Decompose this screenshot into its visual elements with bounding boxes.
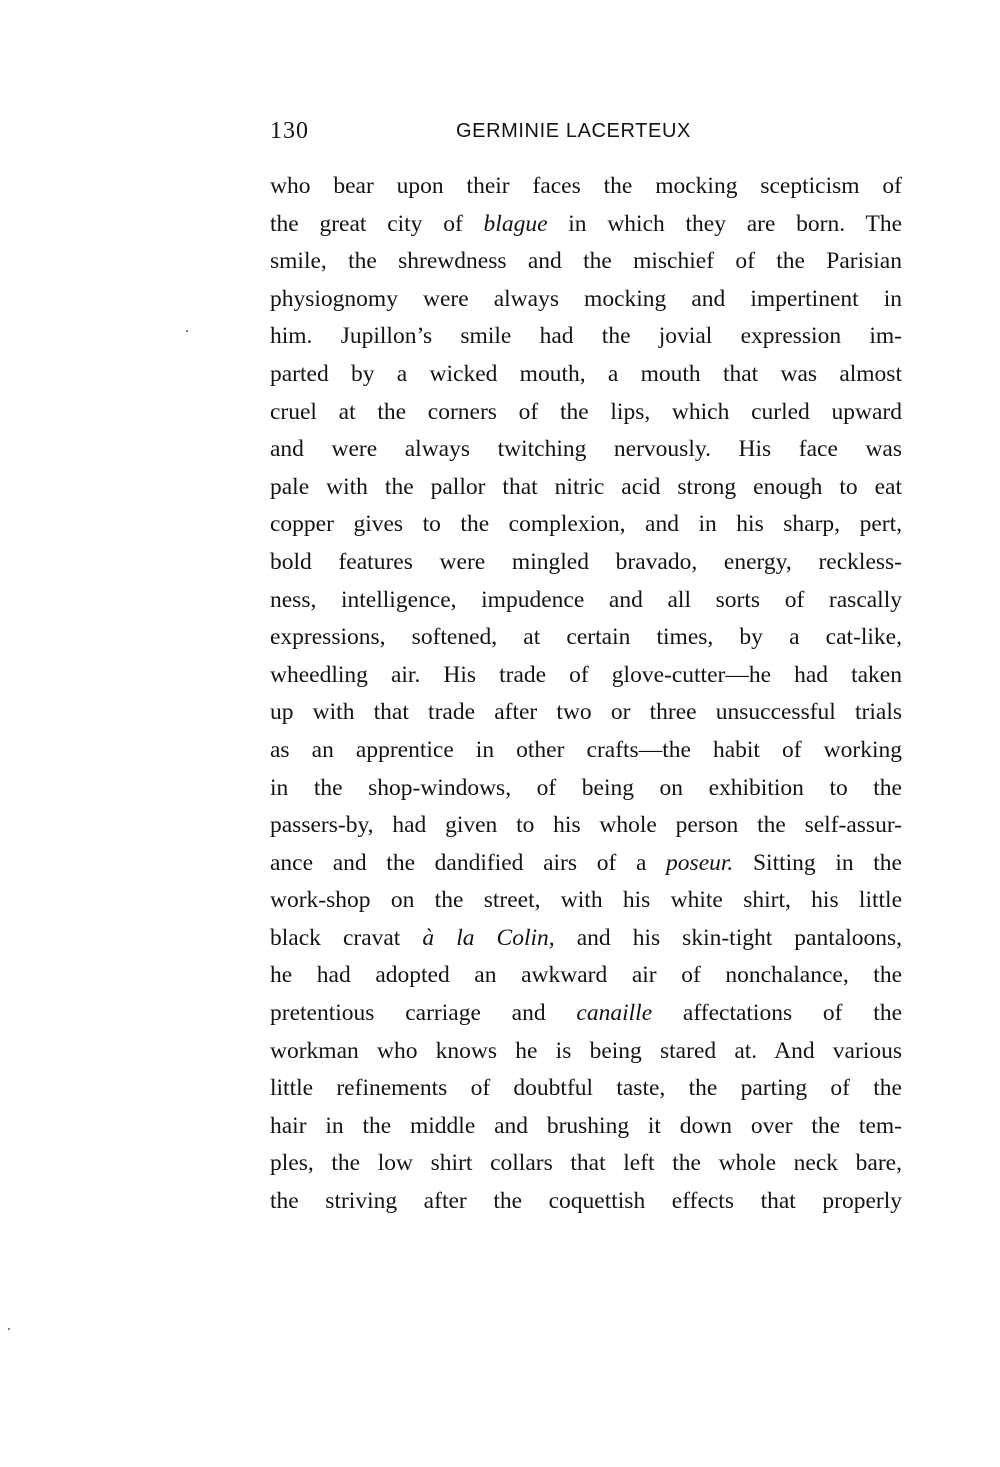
text-segment: pretentious carriage and	[270, 1000, 577, 1027]
text-segment: black cravat	[270, 924, 423, 951]
text-segment: ples, the low shirt collars that left the whole neck bare,	[270, 1150, 902, 1177]
running-title: GERMINIE LACERTEUX	[456, 120, 691, 142]
text-segment: who bear upon their faces the mocking scepticism of	[270, 173, 902, 199]
text-line	[270, 1108, 902, 1146]
text-line	[270, 694, 902, 732]
text-segment: bold features were mingled bravado, energy, reckless-	[270, 548, 902, 575]
text-line	[270, 206, 902, 244]
page-number: 130	[270, 118, 309, 144]
text-segment: wheedling air. His trade of glove-cutter—he had taken	[270, 661, 902, 688]
text-segment: as an apprentice in other crafts—the habit of working	[270, 736, 902, 763]
body-text	[270, 168, 902, 1221]
text-segment: up with that trade after two or three unsuccessful trials	[270, 699, 902, 726]
text-segment: ness, intelligence, impudence and all sorts of rascally	[270, 586, 902, 613]
text-segment: cruel at the corners of the lips, which curled upward	[270, 398, 902, 425]
margin-speck	[8, 1328, 10, 1330]
text-line	[270, 582, 902, 620]
text-line	[270, 394, 902, 432]
text-line	[270, 168, 902, 206]
text-segment: hair in the middle and brushing it down over the tem-	[270, 1112, 902, 1139]
text-segment: workman who knows he is being stared at. And various	[270, 1037, 902, 1064]
text-line	[270, 957, 902, 995]
text-segment: pale with the pallor that nitric acid strong enough to eat	[270, 473, 902, 500]
text-segment: little refinements of doubtful taste, the parting of the	[270, 1075, 902, 1102]
text-segment: the great city of	[270, 210, 484, 237]
text-segment: in the shop-windows, of being on exhibition to the	[270, 774, 902, 801]
text-line	[270, 1183, 902, 1221]
text-line	[270, 544, 902, 582]
text-segment: and his skin-tight pantaloons,	[554, 924, 902, 951]
page-header	[270, 118, 902, 148]
text-segment: physiognomy were always mocking and impertinent in	[270, 285, 902, 312]
text-segment: him. Jupillon’s smile had the jovial expression im-	[270, 323, 902, 350]
text-segment: he had adopted an awkward air of nonchalance, the	[270, 962, 902, 989]
text-segment: parted by a wicked mouth, a mouth that was almost	[270, 360, 902, 387]
text-line	[270, 281, 902, 319]
text-segment: ance and the dandified airs of a	[270, 849, 667, 876]
text-segment: the striving after the coquettish effects that properly	[270, 1188, 902, 1215]
text-line	[270, 318, 902, 356]
margin-speck	[186, 330, 188, 332]
text-segment: smile, the shrewdness and the mischief of the Parisian	[270, 248, 902, 275]
text-line	[270, 807, 902, 845]
text-segment: and were always twitching nervously. His face was	[270, 436, 902, 463]
text-segment: passers-by, had given to his whole person the self-assur-	[270, 812, 902, 839]
text-line	[270, 882, 902, 920]
text-segment: copper gives to the complexion, and in his sharp, pert,	[270, 511, 902, 538]
text-line	[270, 657, 902, 695]
text-line	[270, 356, 902, 394]
text-segment: Sitting in the	[733, 849, 902, 876]
text-line	[270, 920, 902, 958]
italic-phrase: blague	[483, 210, 548, 237]
text-line	[270, 506, 902, 544]
text-line	[270, 619, 902, 657]
text-line	[270, 995, 902, 1033]
text-line	[270, 431, 902, 469]
text-segment: in which they are born. The	[547, 210, 902, 237]
text-segment: expressions, softened, at certain times, by a cat-like,	[270, 624, 902, 651]
text-line	[270, 770, 902, 808]
italic-phrase: à la Colin,	[422, 924, 555, 951]
text-segment: affectations of the	[652, 1000, 902, 1027]
text-line	[270, 469, 902, 507]
text-line	[270, 732, 902, 770]
italic-phrase: canaille	[576, 1000, 653, 1027]
text-line	[270, 845, 902, 883]
text-line	[270, 243, 902, 281]
italic-phrase: poseur.	[666, 849, 734, 876]
text-segment: work-shop on the street, with his white shirt, his little	[270, 887, 902, 914]
text-line	[270, 1033, 902, 1071]
text-line	[270, 1145, 902, 1183]
text-line	[270, 1070, 902, 1108]
